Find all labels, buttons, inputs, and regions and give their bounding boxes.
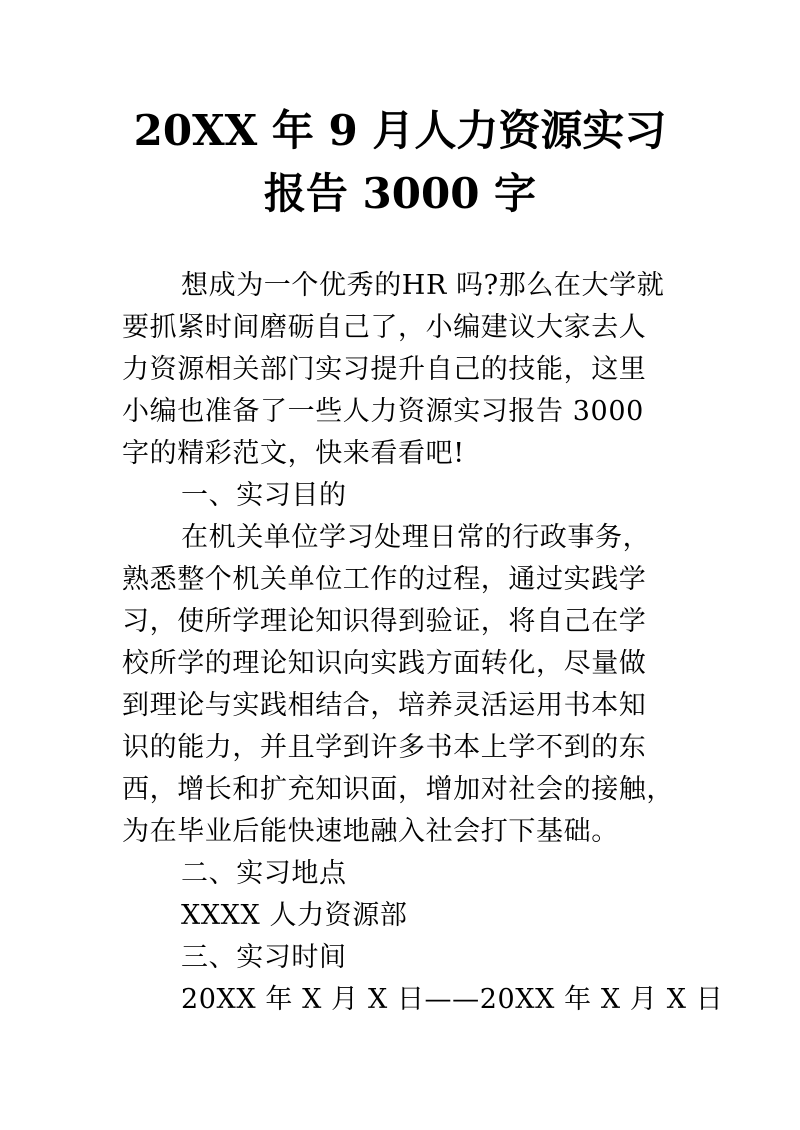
section-1-line-6: 识的能力，并且学到许多书本上学不到的东 <box>122 732 647 763</box>
section-3-heading: 三、实习时间 <box>181 942 347 973</box>
document-title-line-2: 报告 3000 字 <box>263 169 537 218</box>
section-1-line-7: 西，增长和扩充知识面，增加对社会的接触， <box>122 774 674 805</box>
section-2-body: XXXX 人力资源部 <box>181 900 408 931</box>
document-title-line-1: 20XX 年 9 月人力资源实习 <box>133 106 667 155</box>
intro-line-1: 想成为一个优秀的HR 吗?那么在大学就 <box>181 270 665 301</box>
section-1-line-5: 到理论与实践相结合，培养灵活运用书本知 <box>122 690 647 721</box>
section-1-line-4: 校所学的理论知识向实践方面转化，尽量做 <box>122 648 647 679</box>
section-1-line-1: 在机关单位学习处理日常的行政事务， <box>181 522 651 553</box>
section-1-line-3: 习，使所学理论知识得到验证，将自己在学 <box>122 606 647 637</box>
section-1-heading: 一、实习目的 <box>181 480 347 511</box>
section-2-heading: 二、实习地点 <box>181 858 347 889</box>
section-1-line-8: 为在毕业后能快速地融入社会打下基础。 <box>122 816 619 847</box>
intro-line-4: 小编也准备了一些人力资源实习报告 3000 <box>122 396 644 427</box>
intro-line-2: 要抓紧时间磨砺自己了，小编建议大家去人 <box>122 312 647 343</box>
section-1-line-2: 熟悉整个机关单位工作的过程，通过实践学 <box>122 564 647 595</box>
intro-line-5: 字的精彩范文，快来看看吧! <box>122 438 465 469</box>
intro-line-3: 力资源相关部门实习提升自己的技能，这里 <box>122 354 647 385</box>
section-3-body: 20XX 年 X 月 X 日——20XX 年 X 月 X 日 <box>181 984 724 1015</box>
